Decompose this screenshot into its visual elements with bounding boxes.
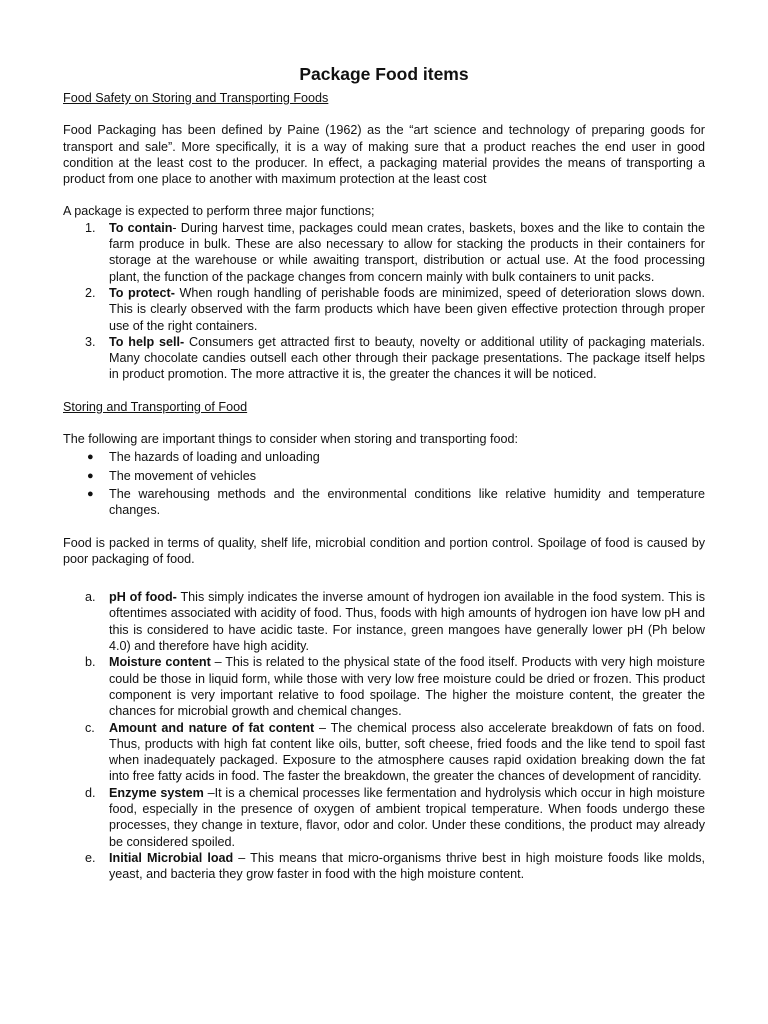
bullet-icon: ● <box>87 487 94 500</box>
list-item <box>63 486 705 519</box>
function-term: To protect- <box>109 285 175 300</box>
list-marker: 1. <box>85 220 96 235</box>
list-marker: 3. <box>85 334 96 349</box>
document-content <box>63 62 705 882</box>
function-term: To help sell- <box>109 334 185 349</box>
factor-item <box>63 654 705 719</box>
factor-item <box>63 850 705 883</box>
function-item <box>63 285 705 334</box>
packaging-definition-paragraph: Food Packaging has been defined by Paine (1962) as the “art science and technology of preparing goods for transport and sale”. More specifically, it is a way of making sure that a product reaches the end user in good condition at the least cost to the producer. In effect, a packaging material provides the means of transporting a product from one place to another with maximum protection at the least cost <box>63 123 705 187</box>
functions-intro: A package is expected to perform three major functions; <box>63 204 375 219</box>
factor-text: – This is related to the physical state of the food itself. Products with very high moisture could be those in liquid form, while those with very low free moisture could be dried or frozen. This product component is very important relative to food spoilage. The higher the moisture content, the greater the chances for microbial growth and chemical changes. <box>109 655 705 719</box>
factor-text: – The chemical process also accelerate breakdown of fats on food. Thus, products with high fat content like oils, butter, soft cheese, fried foods and the like tend to spoil fast when inadequately packaged. Exposure to the atmosphere causes rapid oxidation breaking down the fat into free fatty acids in food. The faster the breakdown, the greater the chances of development of rancidity. <box>109 720 705 784</box>
list-marker: e. <box>85 850 96 865</box>
function-text: - During harvest time, packages could mean crates, baskets, boxes and the like to contain the farm produce in bulk. These are also necessary to allow for stacking the products in their containers for storage at the warehouse or while awaiting transport, distribution or actual use. At the food processing plant, the function of the package changes from concern mainly with bulk containers to unit packs. <box>109 220 705 284</box>
factor-text: – This means that micro-organisms thrive best in high moisture foods like molds, yeast, and bacteria they grow faster in food with the high moisture content. <box>109 850 705 882</box>
bullet-text: The hazards of loading and unloading <box>109 450 320 465</box>
list-item <box>63 449 705 465</box>
factor-term: Moisture content <box>109 655 211 670</box>
list-marker: c. <box>85 720 95 735</box>
function-item <box>63 334 705 383</box>
functions-list <box>63 220 705 383</box>
list-marker: a. <box>85 590 96 605</box>
section-heading-food-safety: Food Safety on Storing and Transporting Foods <box>63 91 329 105</box>
factor-term: pH of food- <box>109 590 177 605</box>
function-text: When rough handling of perishable foods are minimized, speed of deterioration slows down. This is clearly observed with the farm products which have been given effective protection through proper use of the right containers. <box>109 285 705 333</box>
function-text: Consumers get attracted first to beauty, novelty or additional utility of packaging materials. Many chocolate candies outsell each other through their package presentations. The package itself helps in product promotion. The more attractive it is, the greater the chances it will be noticed. <box>109 334 705 382</box>
spoilage-paragraph: Food is packed in terms of quality, shelf life, microbial condition and portion control. Spoilage of food is caused by poor packaging of food. <box>63 535 705 566</box>
list-marker: 2. <box>85 285 96 300</box>
section-heading-storing-transporting: Storing and Transporting of Food <box>63 399 248 414</box>
factor-term: Initial Microbial load <box>109 850 234 865</box>
document-title: Package Food items <box>299 64 469 84</box>
factor-term: Enzyme system <box>109 785 204 800</box>
bullet-icon: ● <box>87 469 94 482</box>
factor-text: This simply indicates the inverse amount of hydrogen ion available in the food system. This is oftentimes associated with acidity of food. Thus, foods with high amounts of hydrogen ion have low pH and this is considered to have acidic taste. For instance, green mangoes have generally lower pH (Ph below 4.0) and therefore have high acidity. <box>109 590 705 654</box>
factor-text: –It is a chemical processes like fermentation and hydrolysis which occur in high moisture food, especially in the presence of oxygen of ambient tropical temperature. When foods undergo these processes, they change in texture, flavor, odor and color. Under these conditions, the product may already be considered spoiled. <box>109 785 705 849</box>
list-marker: d. <box>85 785 96 800</box>
bullet-icon: ● <box>87 451 94 464</box>
bullet-text: The warehousing methods and the environmental conditions like relative humidity and temperature changes. <box>109 486 705 518</box>
list-marker: b. <box>85 655 96 670</box>
list-item <box>63 468 705 484</box>
considerations-intro: The following are important things to consider when storing and transporting food: <box>63 432 519 447</box>
function-term: To contain <box>109 220 173 235</box>
factor-term: Amount and nature of fat content <box>109 720 315 735</box>
factor-item <box>63 785 705 850</box>
factor-item <box>63 720 705 785</box>
function-item <box>63 220 705 285</box>
spoilage-factors-list <box>63 589 705 882</box>
considerations-list <box>63 449 705 518</box>
factor-item <box>63 589 705 654</box>
bullet-text: The movement of vehicles <box>109 468 256 483</box>
